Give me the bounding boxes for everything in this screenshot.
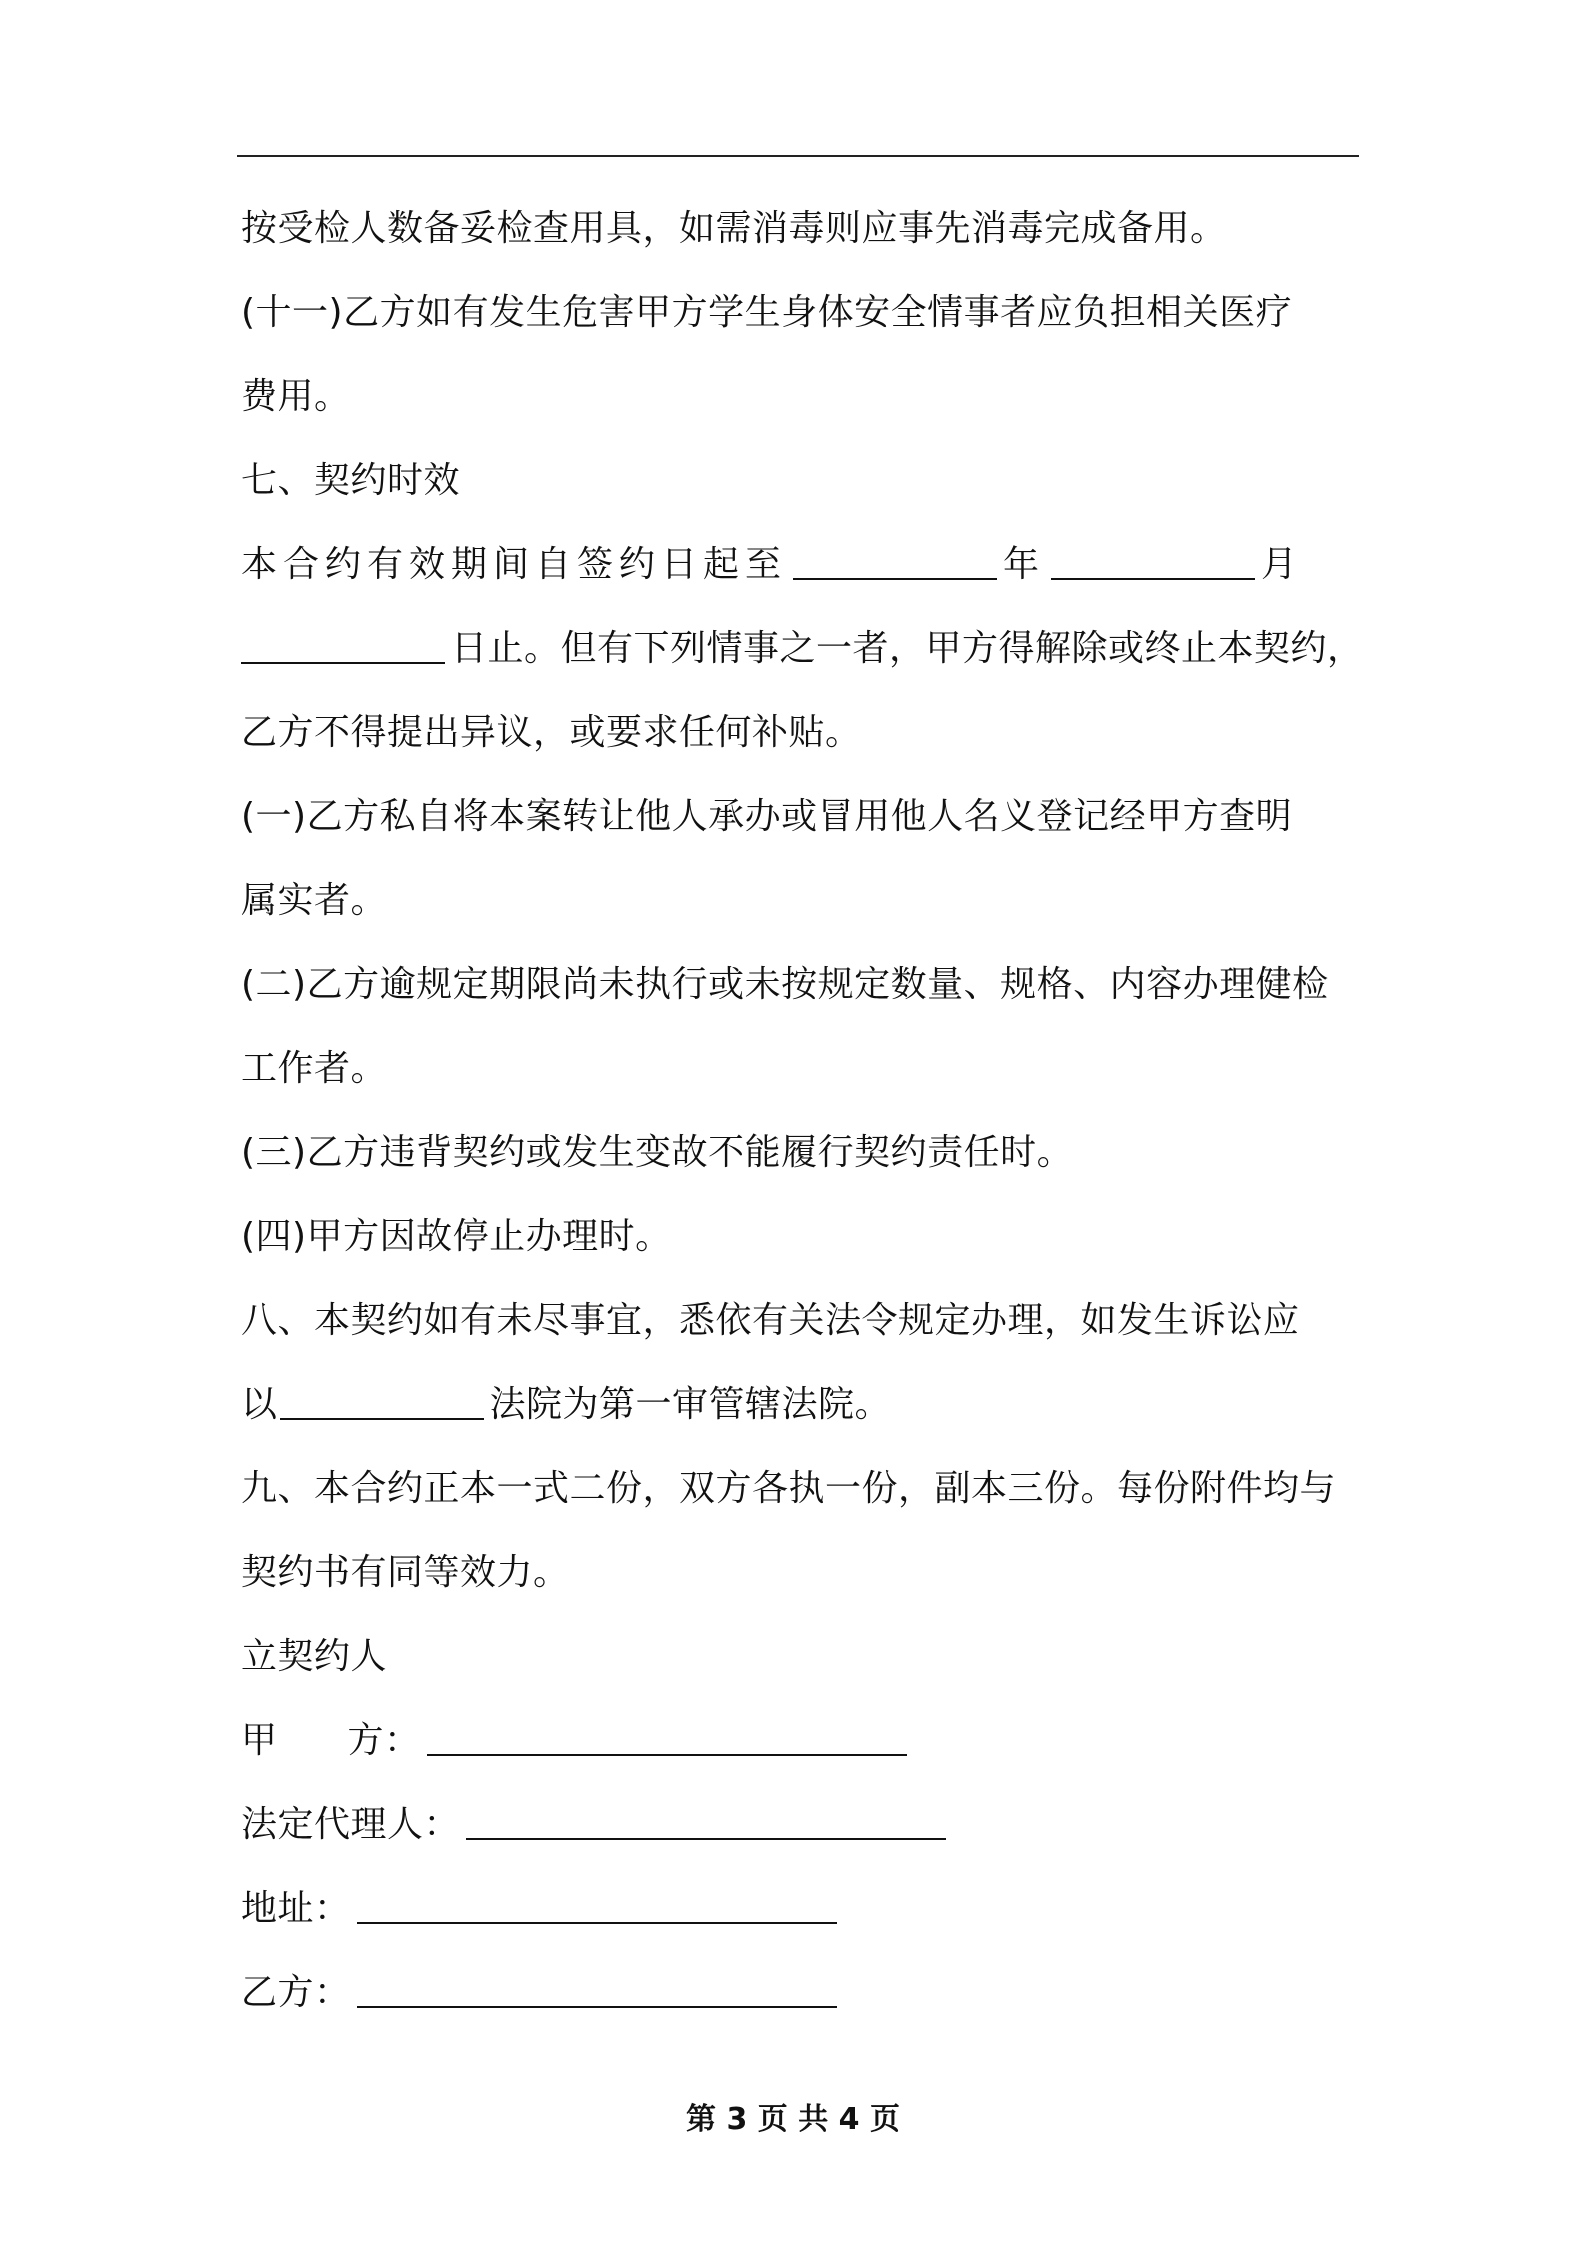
signatories-heading: 立契约人 <box>241 1636 388 1677</box>
section-9-line: 九、本合约正本一式二份，双方各执一份，副本三份。每份附件均与 <box>241 1468 1337 1509</box>
validity-line-2 <box>241 607 1365 691</box>
condition-2-cont: 工作者。 <box>241 1048 388 1089</box>
party-a-line <box>241 1699 1365 1783</box>
section-8-line: 八、本契约如有未尽事宜，悉依有关法令规定办理，如发生诉讼应 <box>241 1300 1300 1341</box>
party-b-blank <box>357 1968 837 2008</box>
party-b-label: 乙方： <box>241 1972 351 2013</box>
month-label: 月 <box>1261 544 1304 585</box>
legal-rep-blank <box>466 1800 946 1840</box>
page-number: 第 3 页 共 4 页 <box>686 2102 900 2137</box>
legal-rep-label: 法定代理人： <box>241 1804 461 1845</box>
condition-1-cont: 属实者。 <box>241 880 388 921</box>
condition-2-line: (二)乙方逾规定期限尚未执行或未按规定数量、规格、内容办理健检 <box>241 964 1329 1005</box>
paragraph-line: 按受检人数备妥检查用具，如需消毒则应事先消毒完成备用。 <box>241 208 1227 249</box>
section-7-heading: 七、契约时效 <box>241 460 461 501</box>
validity-line <box>241 523 1365 607</box>
court-text: 法院为第一审管辖法院。 <box>489 1384 892 1425</box>
party-a-blank <box>427 1716 907 1756</box>
clause-11-cont: 费用。 <box>241 376 351 417</box>
year-label: 年 <box>1003 544 1046 585</box>
section-9-cont: 契约书有同等效力。 <box>241 1552 570 1593</box>
court-prefix: 以 <box>241 1384 278 1425</box>
party-a-label-2: 方： <box>347 1720 421 1761</box>
document-body <box>241 187 1365 2035</box>
party-a-label-1: 甲 <box>241 1720 278 1761</box>
address-blank <box>357 1884 837 1924</box>
section-8-cont <box>241 1363 1365 1447</box>
day-blank <box>241 624 445 664</box>
legal-rep-line <box>241 1783 1365 1867</box>
month-blank <box>1051 540 1255 580</box>
validity-text-2: 日止。但有下列情事之一者，甲方得解除或终止本契约， <box>451 628 1364 669</box>
validity-line-3: 乙方不得提出异议，或要求任何补贴。 <box>241 712 862 753</box>
condition-3-line: (三)乙方违背契约或发生变故不能履行契约责任时。 <box>241 1132 1074 1173</box>
year-blank <box>793 540 997 580</box>
validity-text: 本合约有效期间自签约日起至 <box>241 544 788 585</box>
header-rule <box>237 155 1359 157</box>
party-b-line <box>241 1951 1365 2035</box>
address-label: 地址： <box>241 1888 351 1929</box>
court-blank <box>280 1380 484 1420</box>
condition-4-line: (四)甲方因故停止办理时。 <box>241 1216 672 1257</box>
condition-1-line: (一)乙方私自将本案转让他人承办或冒用他人名义登记经甲方查明 <box>241 796 1293 837</box>
address-line <box>241 1867 1365 1951</box>
clause-11-line: (十一)乙方如有发生危害甲方学生身体安全情事者应负担相关医疗 <box>241 292 1293 333</box>
